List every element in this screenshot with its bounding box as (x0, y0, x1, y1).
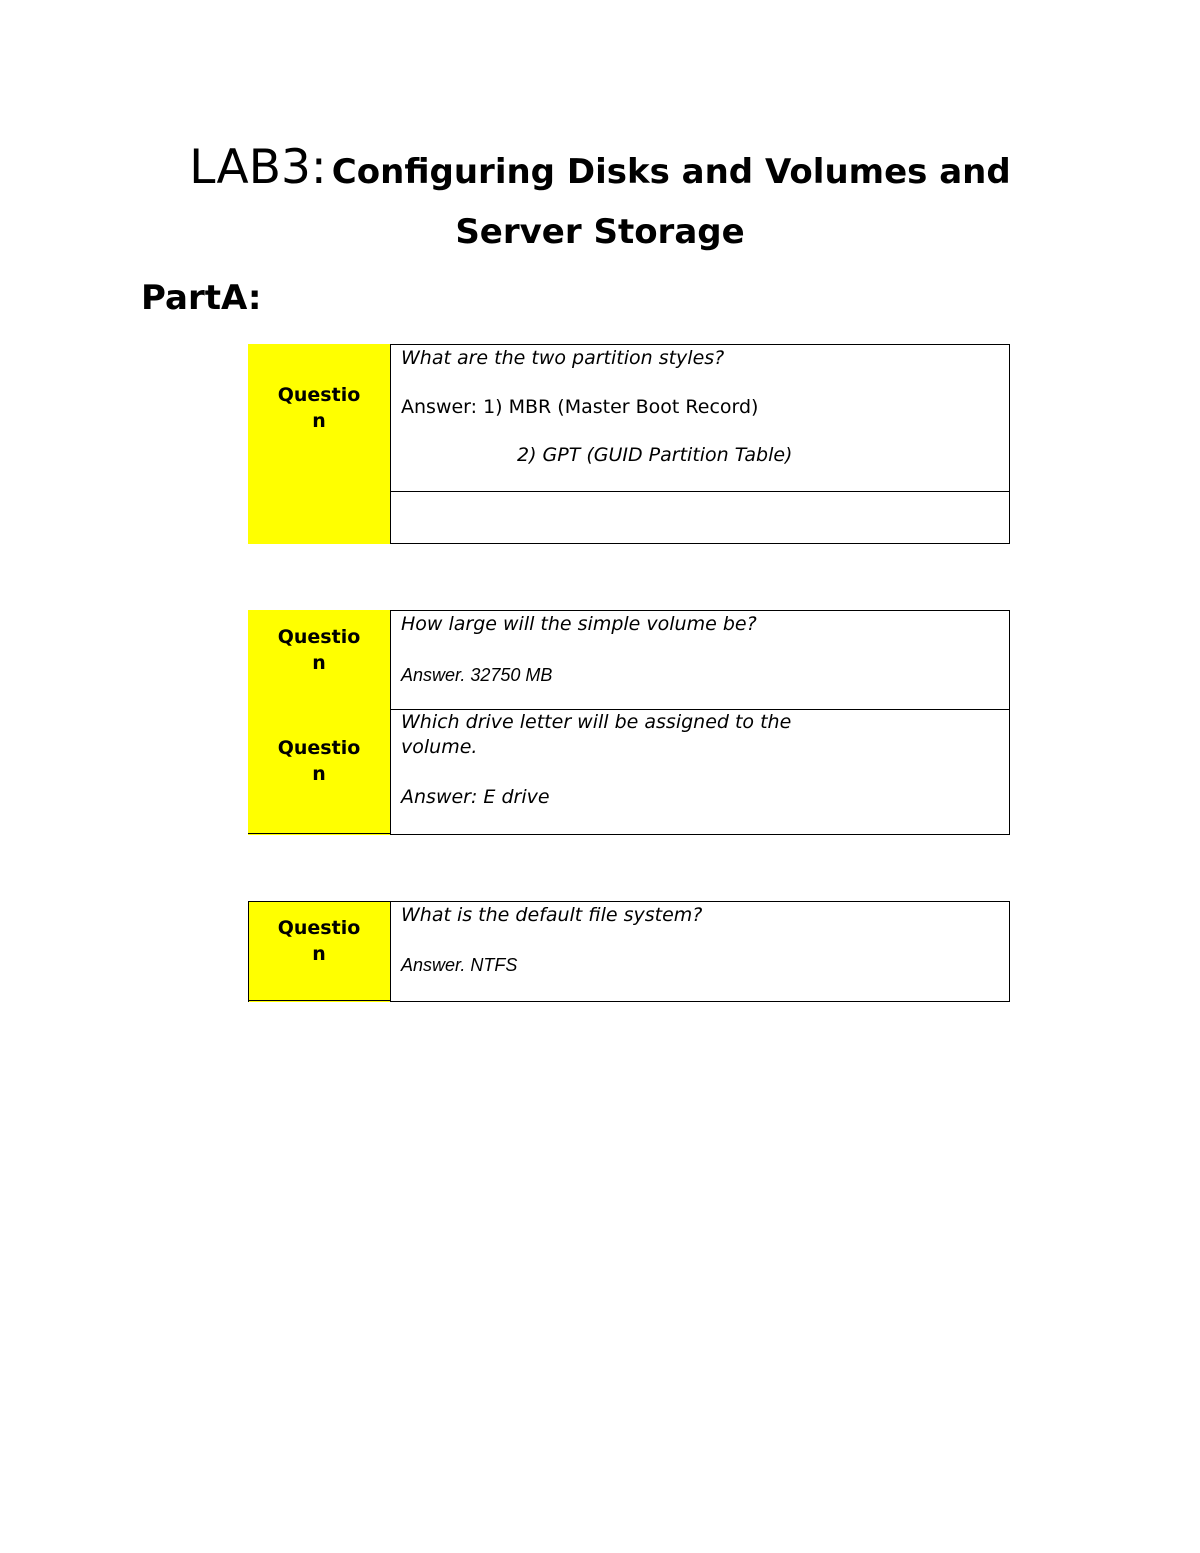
answer-text: Answer: E drive (401, 786, 550, 808)
question-label (248, 915, 390, 967)
question-text: What are the two partition styles? (401, 347, 725, 369)
question-text: How large will the simple volume be? (401, 613, 757, 635)
question-label-text: Questio n (277, 626, 361, 674)
answer-text: Answer. NTFS (401, 955, 518, 975)
empty-answer-cell (390, 492, 1010, 544)
question-label (248, 624, 390, 676)
question-cell (390, 344, 1010, 492)
question-table-3 (248, 901, 1010, 1002)
title-line2: Server Storage (455, 212, 745, 252)
title-prefix: LAB3: (189, 140, 327, 195)
question-label-text: Questio n (277, 737, 361, 785)
part-heading: PartA: (141, 278, 262, 318)
question-label-text: Questio n (277, 917, 361, 965)
question-table-2 (248, 610, 1010, 835)
document-title (0, 142, 1200, 204)
question-cell (390, 610, 1010, 710)
question-label-text: Questio n (277, 384, 361, 432)
answer-text: Answer: 1) MBR (Master Boot Record) (401, 396, 759, 418)
table-bottom-border (248, 833, 390, 834)
question-text: What is the default file system? (401, 904, 703, 926)
question-table-1 (248, 344, 1010, 544)
table-top-border (248, 901, 390, 902)
question-label (248, 382, 390, 434)
question-cell (390, 710, 1010, 835)
table-bottom-border (248, 1000, 390, 1001)
question-label (248, 735, 390, 787)
question-cell (390, 901, 1010, 1002)
question-label-cell (248, 344, 390, 544)
answer-text-line2: 2) GPT (GUID Partition Table) (517, 444, 793, 466)
question-text: Which drive letter will be assigned to the volume. (401, 711, 792, 758)
title-main: Configuring Disks and Volumes and (331, 152, 1011, 192)
answer-text: Answer. 32750 MB (401, 665, 553, 685)
